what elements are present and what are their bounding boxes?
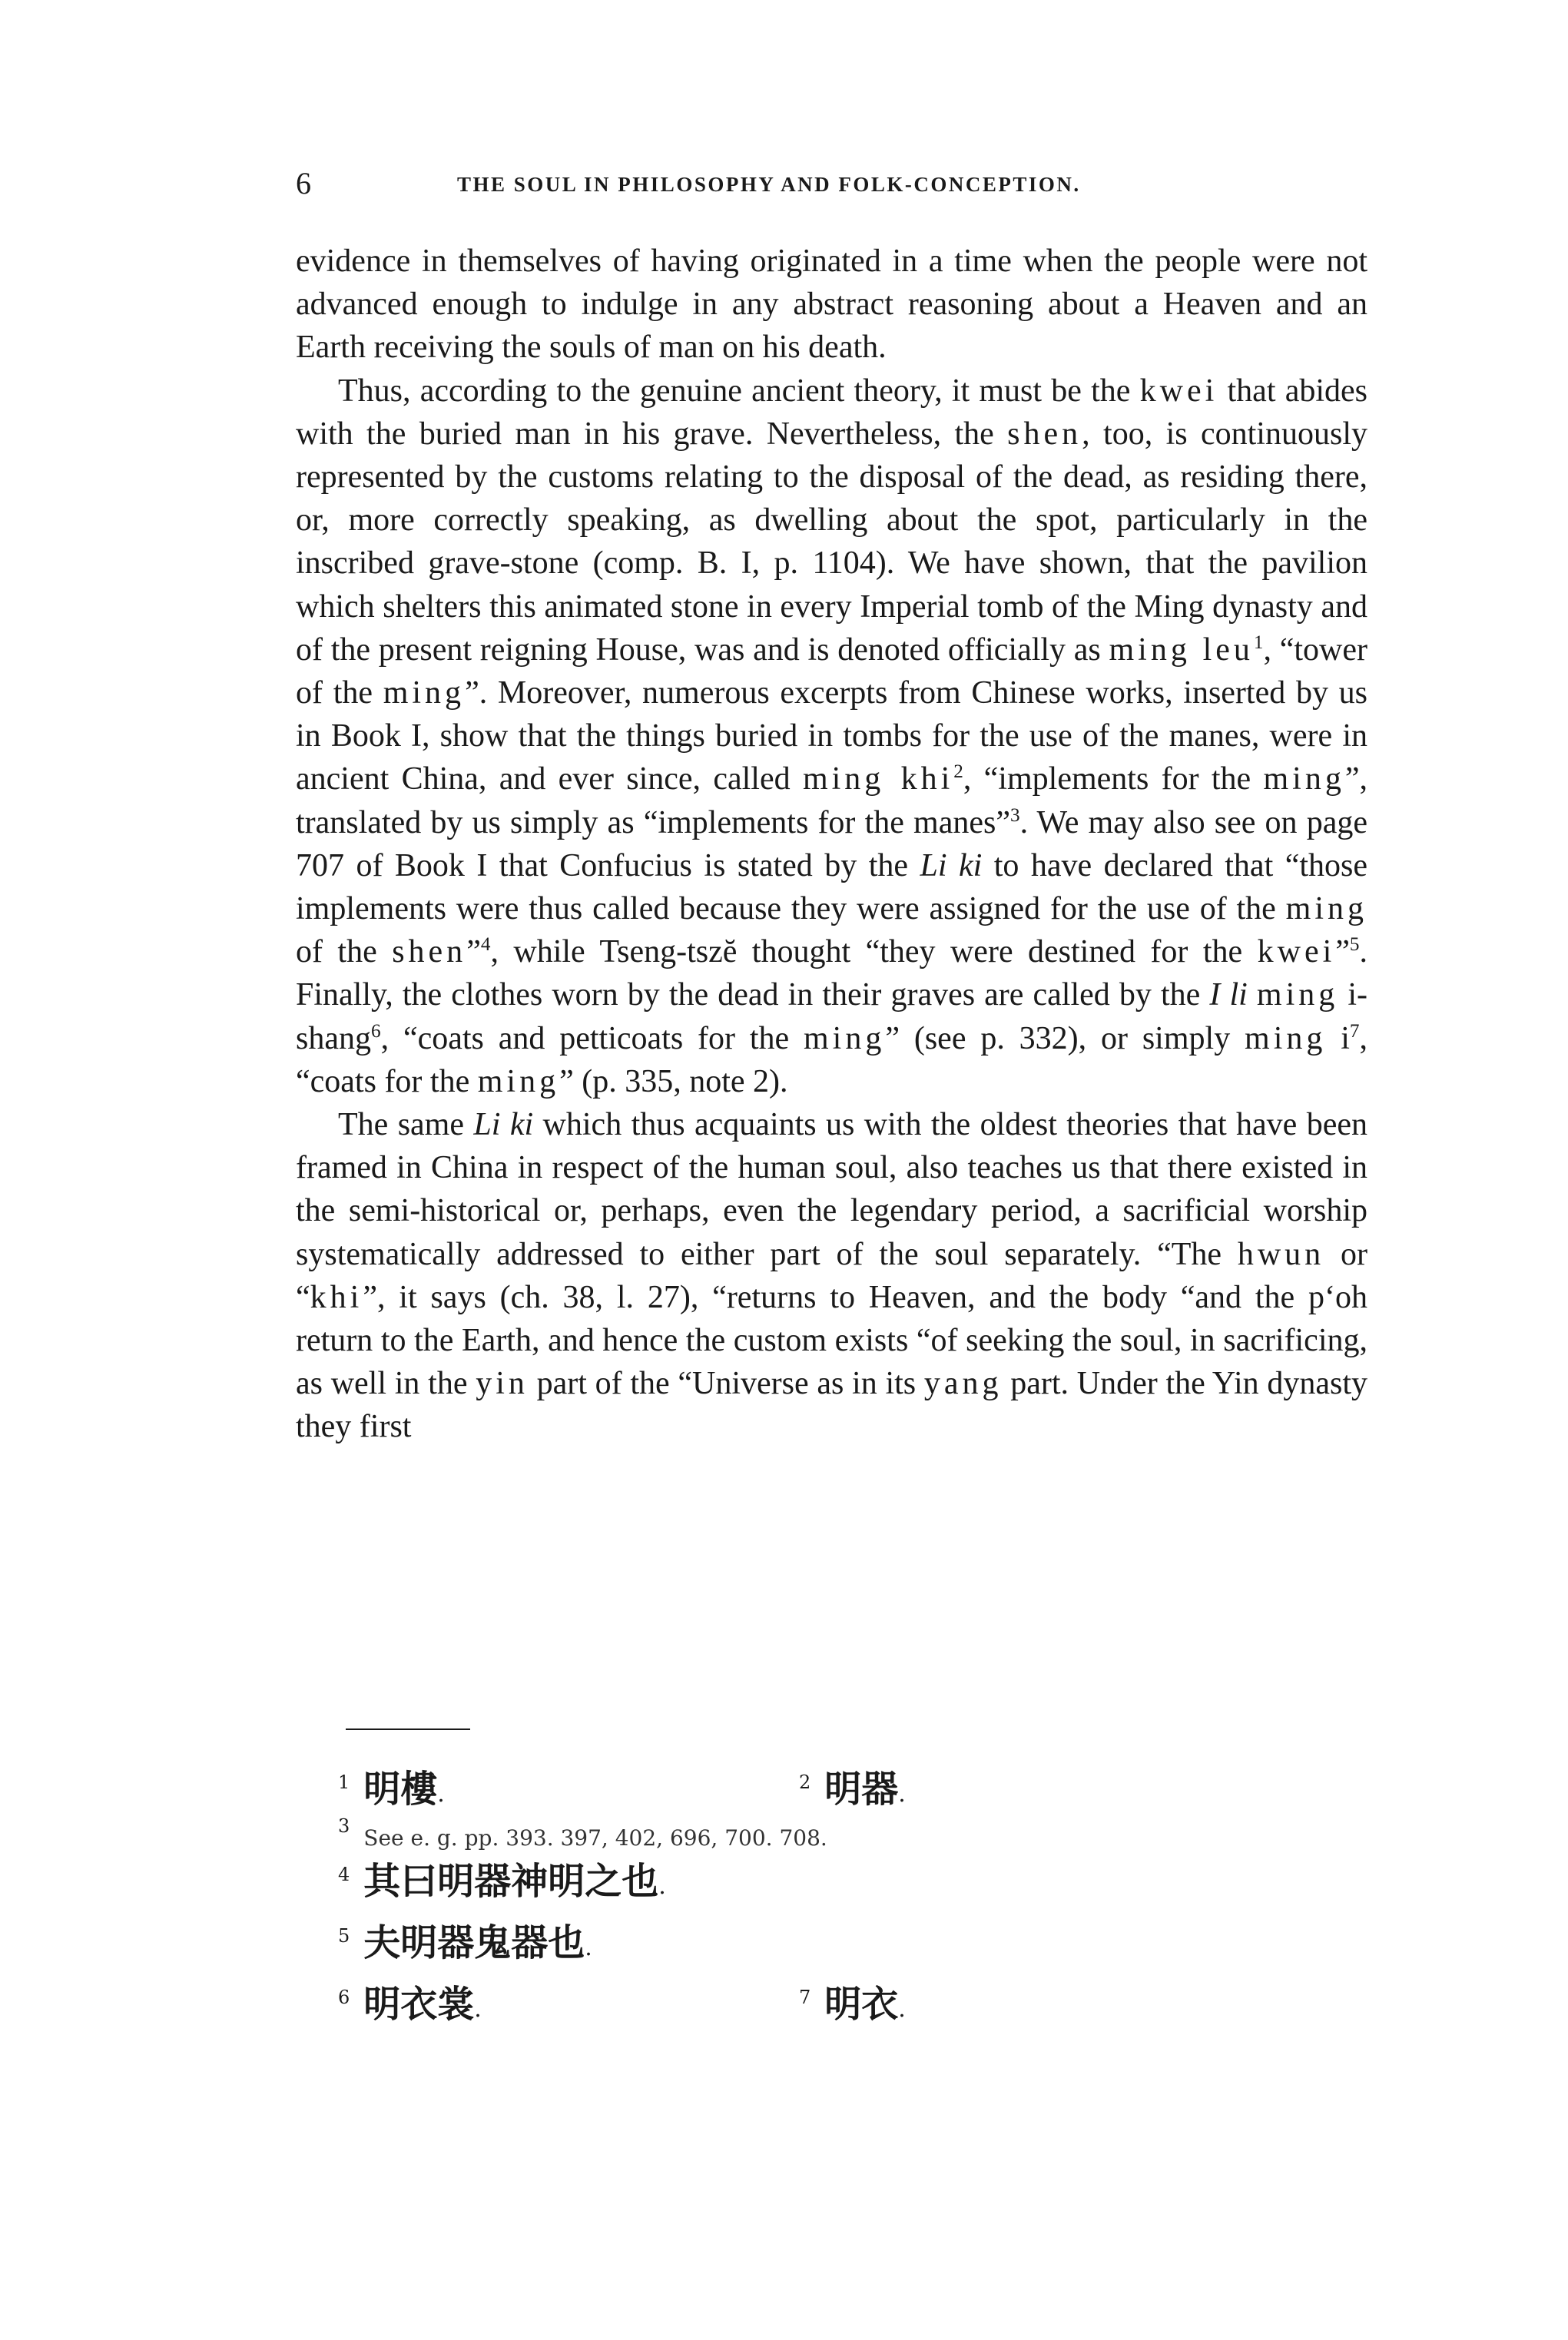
footnote-ref-6: 6 xyxy=(371,1020,381,1042)
footnote-2: $^2$ 明器. xyxy=(799,1768,906,1811)
footnote-1: $^1$ 明樓. xyxy=(338,1768,445,1811)
footnote-ref-2: 2 xyxy=(953,761,963,783)
body-text xyxy=(296,240,1367,1449)
footnote-ref-1: 1 xyxy=(1253,631,1264,653)
paragraph-3: The same Li ki which thus acquaints us with the oldest theories that have been framed in China in respect of the human soul, also teaches us that there existed in the semi-historical or, perhaps, even the legendary period, a sacrificial worship systematically addressed to either part of the soul separately. “The hwun or “khi”, it says (ch. 38, l. 27), “returns to Heaven, and the body “and the p‘oh return to the Earth, and hence the custom exists “of seeking the soul, in sacrificing, as well in the yin part of the “Universe as in its yang part. Under the Yin dynasty they first xyxy=(296,1107,1367,1445)
footnote-ref-4: 4 xyxy=(480,934,491,956)
footnote-ref-5: 5 xyxy=(1349,934,1360,956)
paragraph-1: evidence in themselves of having originated in a time when the people were not advanced enough to indulge in any abstract reasoning about a Heaven and an Earth receiving the souls of man on his death. xyxy=(296,244,1367,366)
paragraph-2: Thus, according to the genuine ancient theory, it must be the kwei that abides with the buried man in his grave. Nevertheless, the shen, too, is continuously represented by the customs relating to the disposal of the dead, as residing there, or, more correctly speaking, as dwelling about the spot, particularly in the inscribed grave-stone (comp. B. I, p. 1104). We have shown, that the pavilion which shelters this animated stone in every Imperial tomb of the Ming dynasty and of the present reigning House, was and is denoted officially as ming leu$^1$, “tower of the ming”. Moreover, numerous excerpts from Chinese works, inserted by us in Book I, show that the things buried in tombs for the use of the manes, were in ancient China, and ever since, called ming khi$^2$, “implements for the ming”, translated by us simply as “implements for the manes”$^3$. We may also see on page 707 of Book I that Confucius is stated by the Li ki to have declared that “those implements were thus called because they were assigned for the use of the ming of the shen”$^4$, while Tseng-tszĕ thought “they were destined for the kwei”$^5$. Finally, the clothes worn by the dead in their graves are called by the I li ming i-shang$^6$, “coats and petticoats for the ming” (see p. 332), or simply ming $i^7$, “coats for the ming” (p. 335, note 2). xyxy=(296,373,1368,1099)
footnote-6: $^6$ 明衣裳. xyxy=(338,1983,482,2026)
page-header xyxy=(296,165,1367,211)
footnote-5: $^5$ 夫明器鬼器也. xyxy=(338,1921,592,1964)
footnote-3: $^3$ See e. g. pp. 393. 397, 402, 696, 700. 708. xyxy=(338,1815,827,1851)
footnote-ref-3: 3 xyxy=(1009,804,1020,826)
footnote-7: $^7$ 明衣. xyxy=(799,1983,906,2026)
running-title: THE SOUL IN PHILOSOPHY AND FOLK-CONCEPTION. xyxy=(457,173,1081,196)
footnote-4: $^4$ 其曰明器神明之也. xyxy=(338,1860,666,1903)
page-number: 6 xyxy=(296,166,311,201)
footnote-ref-7: 7 xyxy=(1349,1020,1360,1042)
footnote-divider xyxy=(346,1728,470,1730)
